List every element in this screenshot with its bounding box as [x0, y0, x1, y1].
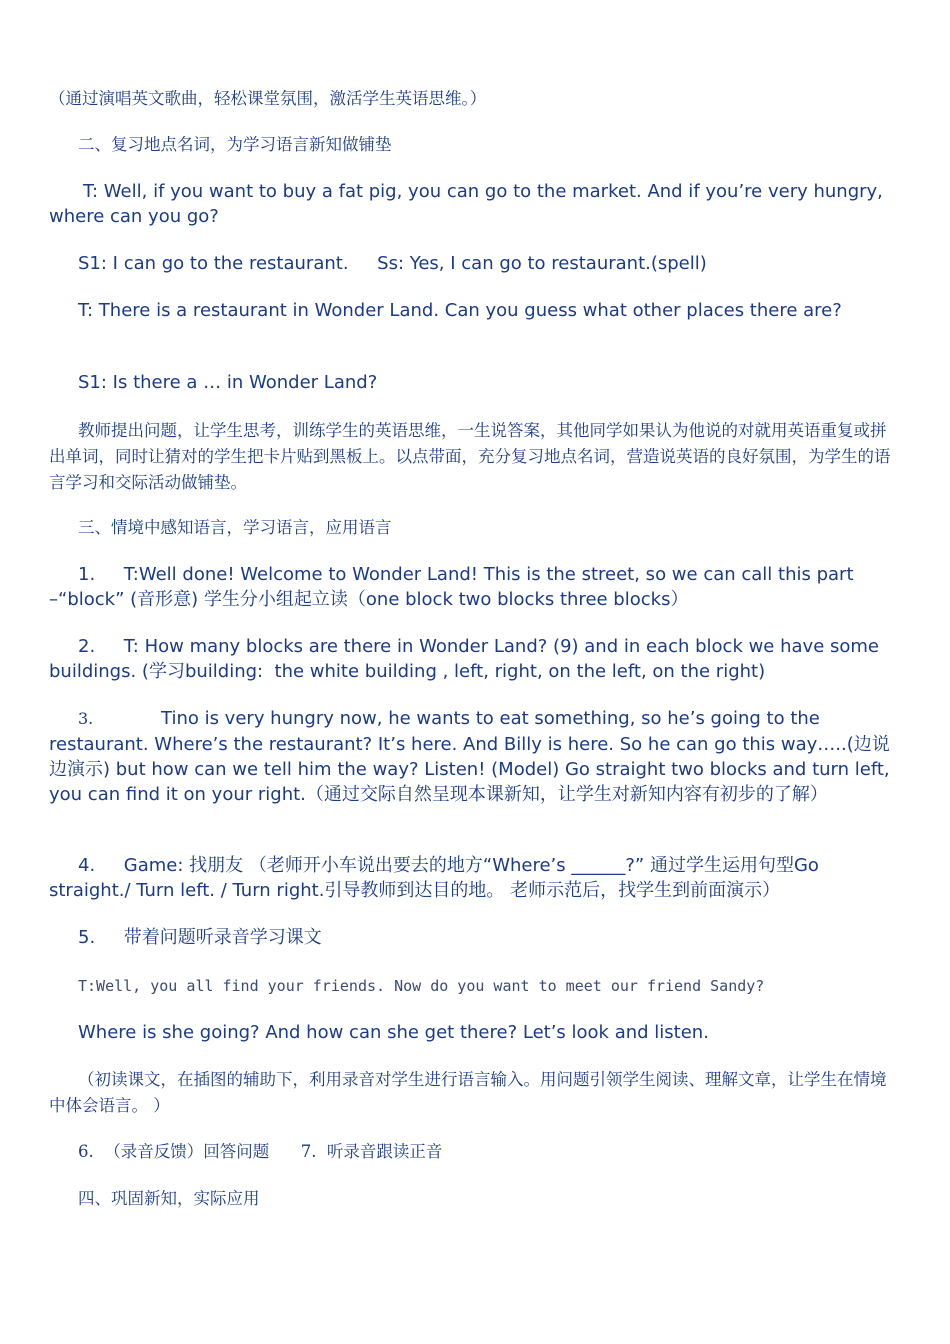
step-3-paragraph [49, 706, 897, 807]
sandy-questions-line: Where is she going? And how can she get there? Let’s look and listen. [78, 1022, 709, 1043]
teacher-question-market: T: Well, if you want to buy a fat pig, you can go to the market. And if you’re very hungry, where can you go? [49, 181, 883, 227]
step-1-block: 1. T:Well done! Welcome to Wonder Land! This is the street, so we can call this part –“block” (音形意) 学生分小组起立读（one block two blocks three blocks） [49, 564, 860, 610]
reading-note-paragraph: （初读课文，在插图的辅助下，利用录音对学生进行语言输入。用问题引领学生阅读、理解文章，让学生在情境中体会语言。 ） [49, 1070, 887, 1115]
song-note-paragraph: （通过演唱英文歌曲，轻松课堂氛围，激活学生英语思维。） [49, 89, 487, 108]
section-heading-context: 三、情境中感知语言，学习语言，应用语言 [78, 518, 392, 537]
step-5-listen: 5. 带着问题听录音学习课文 [78, 927, 322, 948]
steps-6-7-line: 6. （录音反馈）回答问题 7. 听录音跟读正音 [78, 1142, 443, 1161]
teaching-note-paragraph: 教师提出问题，让学生思考，训练学生的英语思维，一生说答案，其他同学如果认为他说的对就用英语重复或拼出单词，同时让猜对的学生把卡片贴到黑板上。以点带面，充分复习地点名词，营造说英语的良好氛围，为学生的语言学习和交际活动做铺垫。 [49, 421, 891, 492]
student-answer-restaurant: S1: I can go to the restaurant. Ss: Yes, I can go to restaurant.(spell) [78, 253, 707, 274]
section-heading-review: 二、复习地点名词，为学习语言新知做铺垫 [78, 135, 392, 154]
student-question-places: S1: Is there a … in Wonder Land? [78, 372, 378, 393]
step-3-number: 3. [78, 709, 94, 728]
step-3-text: Tino is very hungry now, he wants to eat something, so he’s going to the restaurant. Where’s the restaurant? It’s here. And Billy is here. So he can go this way…..(边说边演示) but how can we tell him the way? Listen! (Model) Go straight two blocks and turn left, you can find it on your right.（通过交际自然呈现本课新知，让学生对新知内容有初步的了解） [49, 708, 890, 805]
section-heading-consolidate: 四、巩固新知，实际应用 [78, 1189, 260, 1208]
teacher-question-wonder-land: T: There is a restaurant in Wonder Land. Can you guess what other places there are? [78, 300, 842, 321]
step-2-buildings: 2. T: How many blocks are there in Wonder Land? (9) and in each block we have some buildings. (学习building: the white building , left, right, on the left, on the right) [49, 636, 885, 682]
teacher-sandy-line: T:Well, you all find your friends. Now do you want to meet our friend Sandy? [78, 977, 765, 995]
step-4-game: 4. Game: 找朋友 （老师开小车说出要去的地方“Where’s ______?” 通过学生运用句型Go straight./ Turn left. / Turn right.引导教师到达目的地。 老师示范后，找学生到前面演示） [49, 855, 825, 901]
